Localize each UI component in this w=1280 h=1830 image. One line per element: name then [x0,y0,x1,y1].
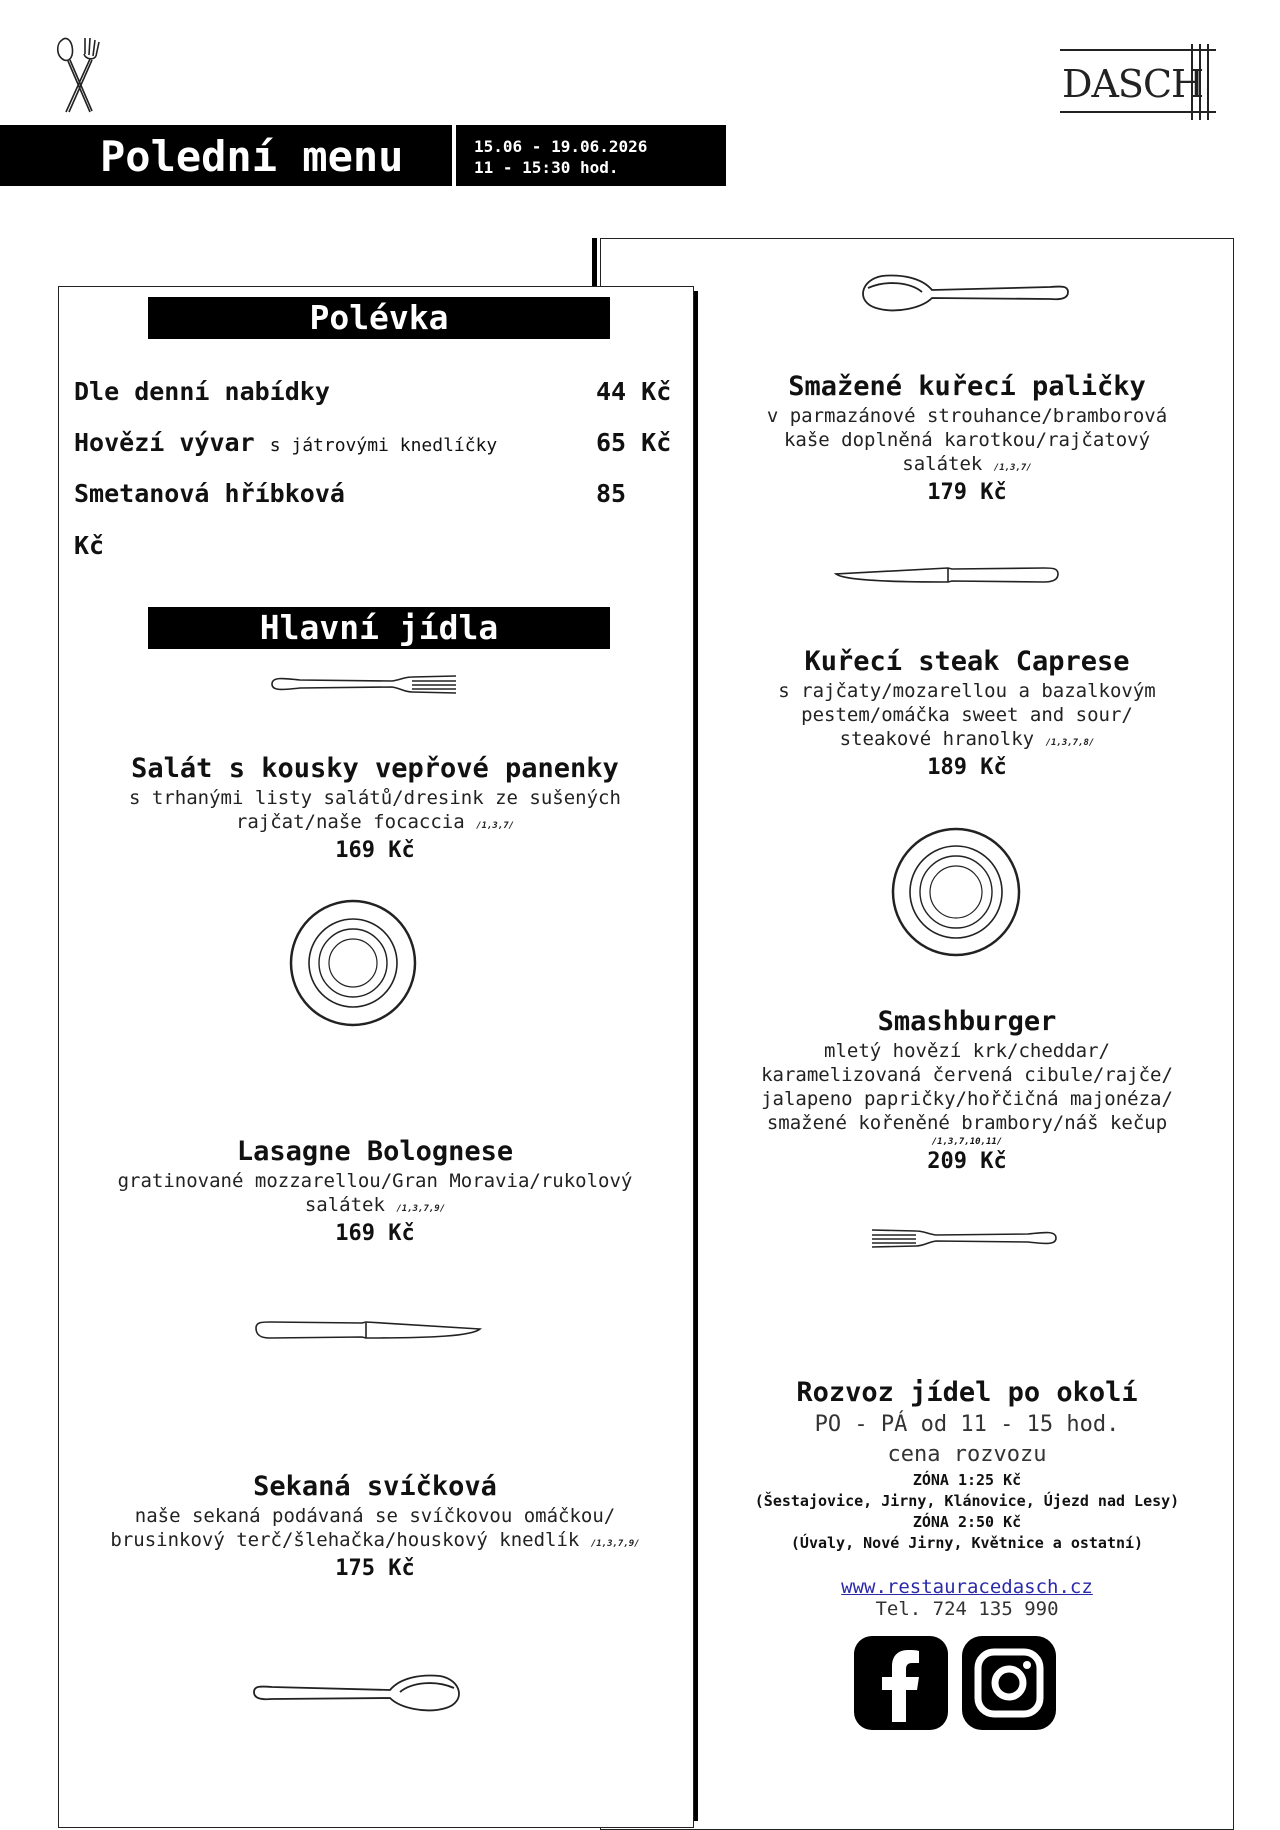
facebook-icon[interactable] [854,1636,948,1730]
dish-name: Smažené kuřecí paličky [788,371,1146,402]
main-dishes-heading: Hlavní jídla [148,607,610,649]
dish-price: 169 Kč [335,1221,415,1246]
dish-card [710,1005,1224,1175]
delivery-zone-1: ZÓNA 1:25 Kč [912,1471,1022,1489]
dish-price: 209 Kč [927,1149,1007,1174]
spoon-icon [250,1668,468,1718]
plate-icon [288,898,418,1028]
knife-icon [252,1314,482,1348]
soup-item-price: 65 Kč [596,428,672,457]
dish-card [70,752,680,864]
dish-description: pestem/omáčka sweet and sour/ [801,704,1133,726]
dish-description: kaše doplněná karotkou/rajčatový [783,429,1151,451]
dish-description: v parmazánové strouhance/bramborová [766,405,1168,427]
cutlery-icon [52,34,104,116]
dish-description [710,452,1224,480]
menu-hours: 11 - 15:30 hod. [474,158,619,177]
left-panel [58,286,694,1828]
dish-card [70,1135,680,1247]
soup-item-price: 44 Kč [596,377,672,406]
instagram-icon[interactable] [962,1636,1056,1730]
delivery-info [700,1376,1234,1620]
dish-name: Smashburger [877,1006,1057,1037]
soup-item-note: s játrovými knedlíčky [269,435,498,456]
dish-description-end: steakové hranolky [839,728,1035,750]
soup-item-price: 85 [596,479,627,508]
dish-description: gratinované mozzarellou/Gran Moravia/rukolový [117,1170,633,1192]
soup-item-name: Smetanová hříbková [74,479,345,508]
dish-description [70,810,680,838]
dish-price: 175 Kč [335,1556,415,1581]
dish-name: Lasagne Bolognese [236,1136,514,1167]
dish-allergens: /1,3,7/ [993,463,1032,473]
knife-icon [834,558,1062,592]
dish-description-end: rajčat/naše focaccia [235,811,465,833]
dish-description [70,1193,680,1221]
dish-description-end: brusinkový terč/šlehačka/houskový knedlík [110,1529,580,1551]
dish-price: 179 Kč [927,480,1007,505]
dish-name: Kuřecí steak Caprese [804,646,1130,677]
panel-shadow [592,238,597,290]
dish-allergens: /1,3,7,8/ [1045,738,1095,748]
soup-heading: Polévka [148,297,610,339]
menu-validity [474,136,647,178]
soup-item-name: Hovězí vývar [74,428,255,457]
dish-allergens: /1,3,7,9/ [590,1539,640,1549]
dish-price: 169 Kč [335,838,415,863]
dish-description: karamelizovaná červená cibule/rajče/ [761,1064,1173,1086]
dish-description [710,727,1224,755]
plate-icon [890,826,1022,958]
phone-number: Tel. 724 135 990 [875,1598,1059,1620]
dish-name: Sekaná svíčková [253,1471,497,1502]
dish-card [70,1470,680,1582]
dish-description-end: salátek [902,453,983,475]
soup-item-name: Dle denní nabídky [74,377,330,406]
dish-description: naše sekaná podávaná se svíčkovou omáčkou/ [134,1505,616,1527]
delivery-cost-label: cena rozvozu [887,1442,1047,1467]
dish-description: jalapeno papričky/hořčičná majonéza/ [761,1088,1173,1110]
delivery-days: PO - PÁ od 11 - 15 hod. [814,1412,1120,1437]
delivery-title: Rozvoz jídel po okolí [796,1377,1138,1408]
page-title: Polední menu [100,132,404,181]
dish-description [70,1528,680,1556]
dish-name: Salát s kousky vepřové panenky [131,753,619,784]
fork-icon [270,668,458,700]
delivery-zone-2-places: (Úvaly, Nové Jirny, Květnice a ostatní) [790,1534,1144,1552]
dish-description: s rajčaty/mozarellou a bazalkovým [778,680,1156,702]
dish-card [710,370,1224,506]
fork-icon [870,1222,1058,1254]
delivery-zone-2: ZÓNA 2:50 Kč [912,1513,1022,1531]
dish-allergens: /1,3,7/ [476,821,515,831]
dish-description: smažené kořeněné brambory/náš kečup [766,1112,1168,1134]
title-bar-divider [452,125,456,186]
dish-description: mletý hovězí krk/cheddar/ [824,1040,1110,1062]
menu-dates: 15.06 - 19.06.2026 [474,137,648,156]
dish-card [710,645,1224,781]
dish-description-end: salátek [304,1194,385,1216]
soup-item-price-unit: Kč [74,531,105,560]
website-link[interactable]: www.restauracedasch.cz [841,1576,1093,1598]
dish-allergens: /1,3,7,10,11/ [931,1137,1003,1147]
dish-allergens: /1,3,7,9/ [396,1204,446,1214]
dish-price: 189 Kč [927,755,1007,780]
brand-name: DASCH [1062,62,1204,106]
spoon-icon [848,268,1072,318]
delivery-zone-1-places: (Šestajovice, Jirny, Klánovice, Újezd nad Lesy) [754,1492,1180,1510]
soup-item [74,428,497,457]
dish-description: s trhanými listy salátů/dresink ze sušených [129,787,621,809]
brand-logo [1060,44,1216,120]
